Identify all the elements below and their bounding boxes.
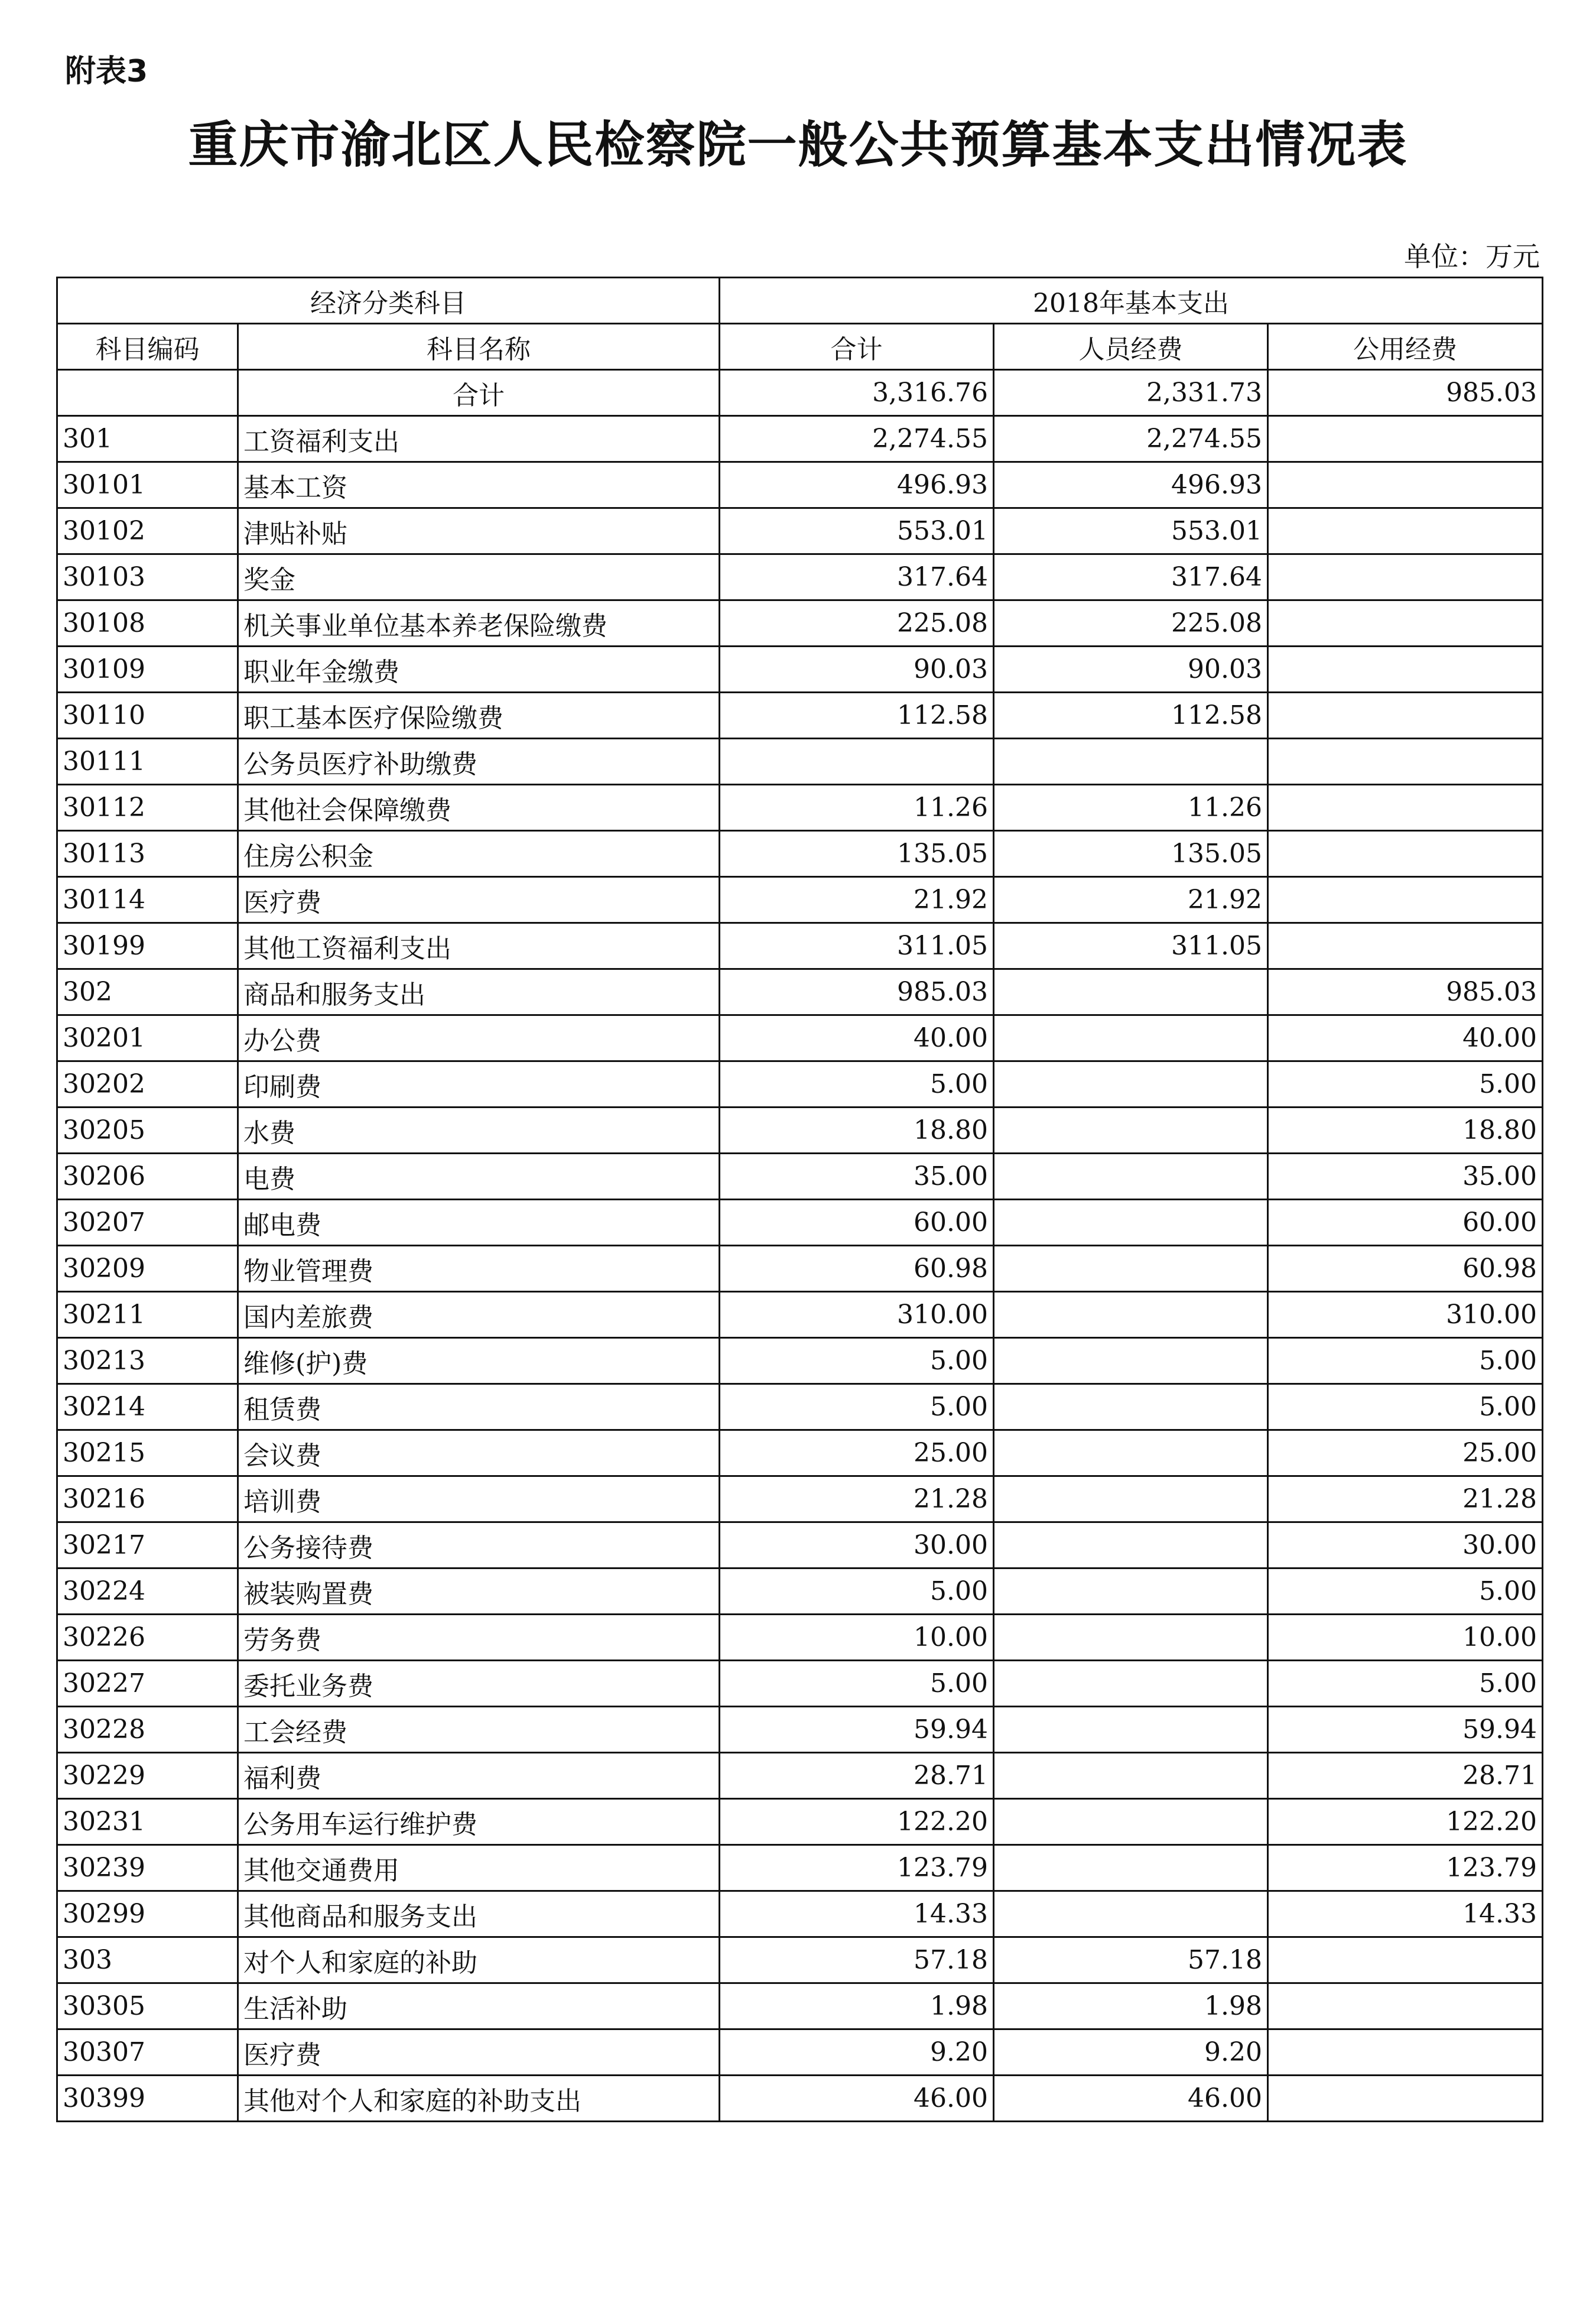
row-code: 30108 — [57, 600, 238, 647]
row-name: 职工基本医疗保险缴费 — [238, 693, 720, 739]
total-public: 985.03 — [1268, 370, 1543, 416]
table-row — [57, 462, 1543, 508]
row-public — [1268, 1983, 1543, 2029]
row-personnel — [994, 1799, 1268, 1845]
row-public — [1268, 416, 1543, 462]
row-name: 被装购置费 — [238, 1568, 720, 1615]
row-code: 30114 — [57, 877, 238, 923]
row-code: 30307 — [57, 2029, 238, 2076]
table-row — [57, 1661, 1543, 1707]
row-code: 30103 — [57, 554, 238, 600]
row-public: 5.00 — [1268, 1338, 1543, 1384]
table-row — [57, 785, 1543, 831]
row-personnel — [994, 1292, 1268, 1338]
row-name: 职业年金缴费 — [238, 647, 720, 693]
row-public: 30.00 — [1268, 1522, 1543, 1568]
row-personnel: 225.08 — [994, 600, 1268, 647]
total-row — [57, 370, 1543, 416]
row-code: 30216 — [57, 1476, 238, 1522]
row-public — [1268, 508, 1543, 554]
row-personnel — [994, 1200, 1268, 1246]
row-code: 30239 — [57, 1845, 238, 1891]
row-public: 40.00 — [1268, 1015, 1543, 1061]
header-total: 合计 — [720, 324, 994, 370]
table-row — [57, 1200, 1543, 1246]
row-code: 30201 — [57, 1015, 238, 1061]
row-public: 5.00 — [1268, 1384, 1543, 1430]
header-personnel: 人员经费 — [994, 324, 1268, 370]
row-name: 其他商品和服务支出 — [238, 1891, 720, 1937]
table-row — [57, 600, 1543, 647]
table-row — [57, 416, 1543, 462]
row-public — [1268, 923, 1543, 969]
total-code — [57, 370, 238, 416]
row-public — [1268, 462, 1543, 508]
row-total: 311.05 — [720, 923, 994, 969]
table-row — [57, 1384, 1543, 1430]
table-row — [57, 1568, 1543, 1615]
row-name: 住房公积金 — [238, 831, 720, 877]
row-personnel: 90.03 — [994, 647, 1268, 693]
row-code: 30101 — [57, 462, 238, 508]
table-row — [57, 1891, 1543, 1937]
table-row — [57, 1799, 1543, 1845]
row-code: 30399 — [57, 2076, 238, 2122]
row-name: 公务接待费 — [238, 1522, 720, 1568]
row-public: 60.00 — [1268, 1200, 1543, 1246]
row-personnel — [994, 739, 1268, 785]
row-name: 商品和服务支出 — [238, 969, 720, 1015]
row-name: 租赁费 — [238, 1384, 720, 1430]
row-code: 30215 — [57, 1430, 238, 1476]
row-personnel — [994, 1522, 1268, 1568]
table-row — [57, 554, 1543, 600]
row-personnel: 135.05 — [994, 831, 1268, 877]
row-total: 40.00 — [720, 1015, 994, 1061]
row-total: 90.03 — [720, 647, 994, 693]
row-code: 30102 — [57, 508, 238, 554]
row-code: 30206 — [57, 1154, 238, 1200]
row-personnel — [994, 1845, 1268, 1891]
total-personnel: 2,331.73 — [994, 370, 1268, 416]
row-name: 对个人和家庭的补助 — [238, 1937, 720, 1983]
row-code: 30109 — [57, 647, 238, 693]
table-row — [57, 647, 1543, 693]
table-row — [57, 1845, 1543, 1891]
row-total: 11.26 — [720, 785, 994, 831]
row-name: 工会经费 — [238, 1707, 720, 1753]
unit-label: 单位：万元 — [1404, 241, 1540, 272]
row-name: 机关事业单位基本养老保险缴费 — [238, 600, 720, 647]
row-code: 30209 — [57, 1246, 238, 1292]
row-personnel: 57.18 — [994, 1937, 1268, 1983]
row-total: 2,274.55 — [720, 416, 994, 462]
row-code: 30202 — [57, 1061, 238, 1108]
table-row — [57, 1707, 1543, 1753]
row-personnel — [994, 1108, 1268, 1154]
row-name: 其他交通费用 — [238, 1845, 720, 1891]
row-code: 302 — [57, 969, 238, 1015]
row-name: 物业管理费 — [238, 1246, 720, 1292]
row-personnel — [994, 1661, 1268, 1707]
row-name: 劳务费 — [238, 1615, 720, 1661]
row-public: 5.00 — [1268, 1061, 1543, 1108]
row-total: 9.20 — [720, 2029, 994, 2076]
row-personnel: 317.64 — [994, 554, 1268, 600]
table-row — [57, 1430, 1543, 1476]
row-personnel: 1.98 — [994, 1983, 1268, 2029]
row-personnel — [994, 1338, 1268, 1384]
row-code: 30227 — [57, 1661, 238, 1707]
row-personnel: 2,274.55 — [994, 416, 1268, 462]
row-name: 国内差旅费 — [238, 1292, 720, 1338]
row-name: 生活补助 — [238, 1983, 720, 2029]
row-total: 317.64 — [720, 554, 994, 600]
row-code: 30214 — [57, 1384, 238, 1430]
row-personnel: 496.93 — [994, 462, 1268, 508]
row-public: 123.79 — [1268, 1845, 1543, 1891]
row-name: 会议费 — [238, 1430, 720, 1476]
row-name: 邮电费 — [238, 1200, 720, 1246]
row-name: 印刷费 — [238, 1061, 720, 1108]
row-public — [1268, 2029, 1543, 2076]
table-row — [57, 2029, 1543, 2076]
table-row — [57, 1753, 1543, 1799]
row-public: 18.80 — [1268, 1108, 1543, 1154]
row-public: 60.98 — [1268, 1246, 1543, 1292]
row-code: 30229 — [57, 1753, 238, 1799]
row-total: 135.05 — [720, 831, 994, 877]
row-total: 112.58 — [720, 693, 994, 739]
row-name: 公务员医疗补助缴费 — [238, 739, 720, 785]
table-row — [57, 1338, 1543, 1384]
row-personnel — [994, 1154, 1268, 1200]
row-total: 1.98 — [720, 1983, 994, 2029]
row-total: 496.93 — [720, 462, 994, 508]
row-total: 5.00 — [720, 1061, 994, 1108]
row-personnel — [994, 969, 1268, 1015]
row-name: 其他对个人和家庭的补助支出 — [238, 2076, 720, 2122]
row-code: 30113 — [57, 831, 238, 877]
row-total: 57.18 — [720, 1937, 994, 1983]
row-total: 21.28 — [720, 1476, 994, 1522]
row-public: 5.00 — [1268, 1661, 1543, 1707]
row-name: 医疗费 — [238, 877, 720, 923]
row-total: 60.98 — [720, 1246, 994, 1292]
header-economic-classification: 经济分类科目 — [57, 278, 720, 324]
row-public — [1268, 785, 1543, 831]
row-code: 30112 — [57, 785, 238, 831]
row-public: 35.00 — [1268, 1154, 1543, 1200]
row-total: 122.20 — [720, 1799, 994, 1845]
row-total: 30.00 — [720, 1522, 994, 1568]
attachment-label: 附表3 — [65, 54, 148, 89]
table-row — [57, 739, 1543, 785]
row-personnel — [994, 1015, 1268, 1061]
row-name: 其他工资福利支出 — [238, 923, 720, 969]
header-row-group — [57, 278, 1543, 324]
row-name: 委托业务费 — [238, 1661, 720, 1707]
row-public — [1268, 693, 1543, 739]
row-name: 医疗费 — [238, 2029, 720, 2076]
expenditure-table — [56, 277, 1543, 2122]
row-total: 985.03 — [720, 969, 994, 1015]
table-row — [57, 969, 1543, 1015]
table-row — [57, 1061, 1543, 1108]
row-code: 303 — [57, 1937, 238, 1983]
row-public: 10.00 — [1268, 1615, 1543, 1661]
row-name: 津贴补贴 — [238, 508, 720, 554]
row-code: 30213 — [57, 1338, 238, 1384]
row-total: 46.00 — [720, 2076, 994, 2122]
row-personnel — [994, 1430, 1268, 1476]
header-name: 科目名称 — [238, 324, 720, 370]
row-personnel: 112.58 — [994, 693, 1268, 739]
row-name: 维修(护)费 — [238, 1338, 720, 1384]
row-total: 28.71 — [720, 1753, 994, 1799]
row-personnel — [994, 1246, 1268, 1292]
row-public: 59.94 — [1268, 1707, 1543, 1753]
row-code: 30207 — [57, 1200, 238, 1246]
row-total: 18.80 — [720, 1108, 994, 1154]
row-public: 25.00 — [1268, 1430, 1543, 1476]
row-total: 5.00 — [720, 1661, 994, 1707]
row-code: 301 — [57, 416, 238, 462]
row-name: 培训费 — [238, 1476, 720, 1522]
row-code: 30226 — [57, 1615, 238, 1661]
table-row — [57, 923, 1543, 969]
row-code: 30299 — [57, 1891, 238, 1937]
row-name: 其他社会保障缴费 — [238, 785, 720, 831]
row-total: 10.00 — [720, 1615, 994, 1661]
row-public — [1268, 831, 1543, 877]
table-row — [57, 1522, 1543, 1568]
row-public: 310.00 — [1268, 1292, 1543, 1338]
row-total: 225.08 — [720, 600, 994, 647]
header-basic-expenditure: 2018年基本支出 — [720, 278, 1543, 324]
row-personnel: 311.05 — [994, 923, 1268, 969]
row-personnel — [994, 1384, 1268, 1430]
total-total: 3,316.76 — [720, 370, 994, 416]
row-total: 5.00 — [720, 1338, 994, 1384]
table-row — [57, 1476, 1543, 1522]
header-row-columns — [57, 324, 1543, 370]
row-total — [720, 739, 994, 785]
table-row — [57, 2076, 1543, 2122]
row-name: 办公费 — [238, 1015, 720, 1061]
row-name: 电费 — [238, 1154, 720, 1200]
row-total: 60.00 — [720, 1200, 994, 1246]
row-public: 985.03 — [1268, 969, 1543, 1015]
row-code: 30199 — [57, 923, 238, 969]
page-title: 重庆市渝北区人民检察院一般公共预算基本支出情况表 — [188, 115, 1408, 174]
row-personnel: 11.26 — [994, 785, 1268, 831]
row-code: 30305 — [57, 1983, 238, 2029]
row-total: 123.79 — [720, 1845, 994, 1891]
total-name: 合计 — [238, 370, 720, 416]
row-total: 35.00 — [720, 1154, 994, 1200]
row-code: 30231 — [57, 1799, 238, 1845]
row-name: 奖金 — [238, 554, 720, 600]
row-code: 30224 — [57, 1568, 238, 1615]
row-public: 14.33 — [1268, 1891, 1543, 1937]
row-code: 30217 — [57, 1522, 238, 1568]
row-personnel — [994, 1476, 1268, 1522]
table-row — [57, 693, 1543, 739]
row-personnel: 553.01 — [994, 508, 1268, 554]
row-total: 25.00 — [720, 1430, 994, 1476]
row-personnel: 46.00 — [994, 2076, 1268, 2122]
row-name: 基本工资 — [238, 462, 720, 508]
row-personnel — [994, 1707, 1268, 1753]
row-public — [1268, 2076, 1543, 2122]
row-public: 5.00 — [1268, 1568, 1543, 1615]
row-personnel — [994, 1061, 1268, 1108]
row-public: 122.20 — [1268, 1799, 1543, 1845]
table-body — [57, 278, 1543, 2122]
row-public: 21.28 — [1268, 1476, 1543, 1522]
row-name: 公务用车运行维护费 — [238, 1799, 720, 1845]
header-public: 公用经费 — [1268, 324, 1543, 370]
row-personnel — [994, 1891, 1268, 1937]
table-row — [57, 831, 1543, 877]
table-row — [57, 1615, 1543, 1661]
row-personnel — [994, 1615, 1268, 1661]
row-name: 工资福利支出 — [238, 416, 720, 462]
row-total: 5.00 — [720, 1384, 994, 1430]
row-name: 福利费 — [238, 1753, 720, 1799]
table-row — [57, 1154, 1543, 1200]
table-row — [57, 877, 1543, 923]
row-code: 30211 — [57, 1292, 238, 1338]
row-code: 30111 — [57, 739, 238, 785]
header-code: 科目编码 — [57, 324, 238, 370]
table-row — [57, 1983, 1543, 2029]
row-total: 310.00 — [720, 1292, 994, 1338]
row-personnel — [994, 1568, 1268, 1615]
row-name: 水费 — [238, 1108, 720, 1154]
row-public — [1268, 877, 1543, 923]
row-public — [1268, 1937, 1543, 1983]
row-total: 59.94 — [720, 1707, 994, 1753]
row-code: 30110 — [57, 693, 238, 739]
row-public — [1268, 554, 1543, 600]
row-personnel — [994, 1753, 1268, 1799]
table-row — [57, 1108, 1543, 1154]
row-public — [1268, 739, 1543, 785]
row-total: 5.00 — [720, 1568, 994, 1615]
table-row — [57, 1246, 1543, 1292]
table-row — [57, 1015, 1543, 1061]
row-code: 30205 — [57, 1108, 238, 1154]
table-row — [57, 1937, 1543, 1983]
row-total: 14.33 — [720, 1891, 994, 1937]
row-public — [1268, 600, 1543, 647]
table-row — [57, 508, 1543, 554]
row-total: 553.01 — [720, 508, 994, 554]
row-total: 21.92 — [720, 877, 994, 923]
row-code: 30228 — [57, 1707, 238, 1753]
row-personnel: 9.20 — [994, 2029, 1268, 2076]
row-public: 28.71 — [1268, 1753, 1543, 1799]
table-row — [57, 1292, 1543, 1338]
row-personnel: 21.92 — [994, 877, 1268, 923]
row-public — [1268, 647, 1543, 693]
